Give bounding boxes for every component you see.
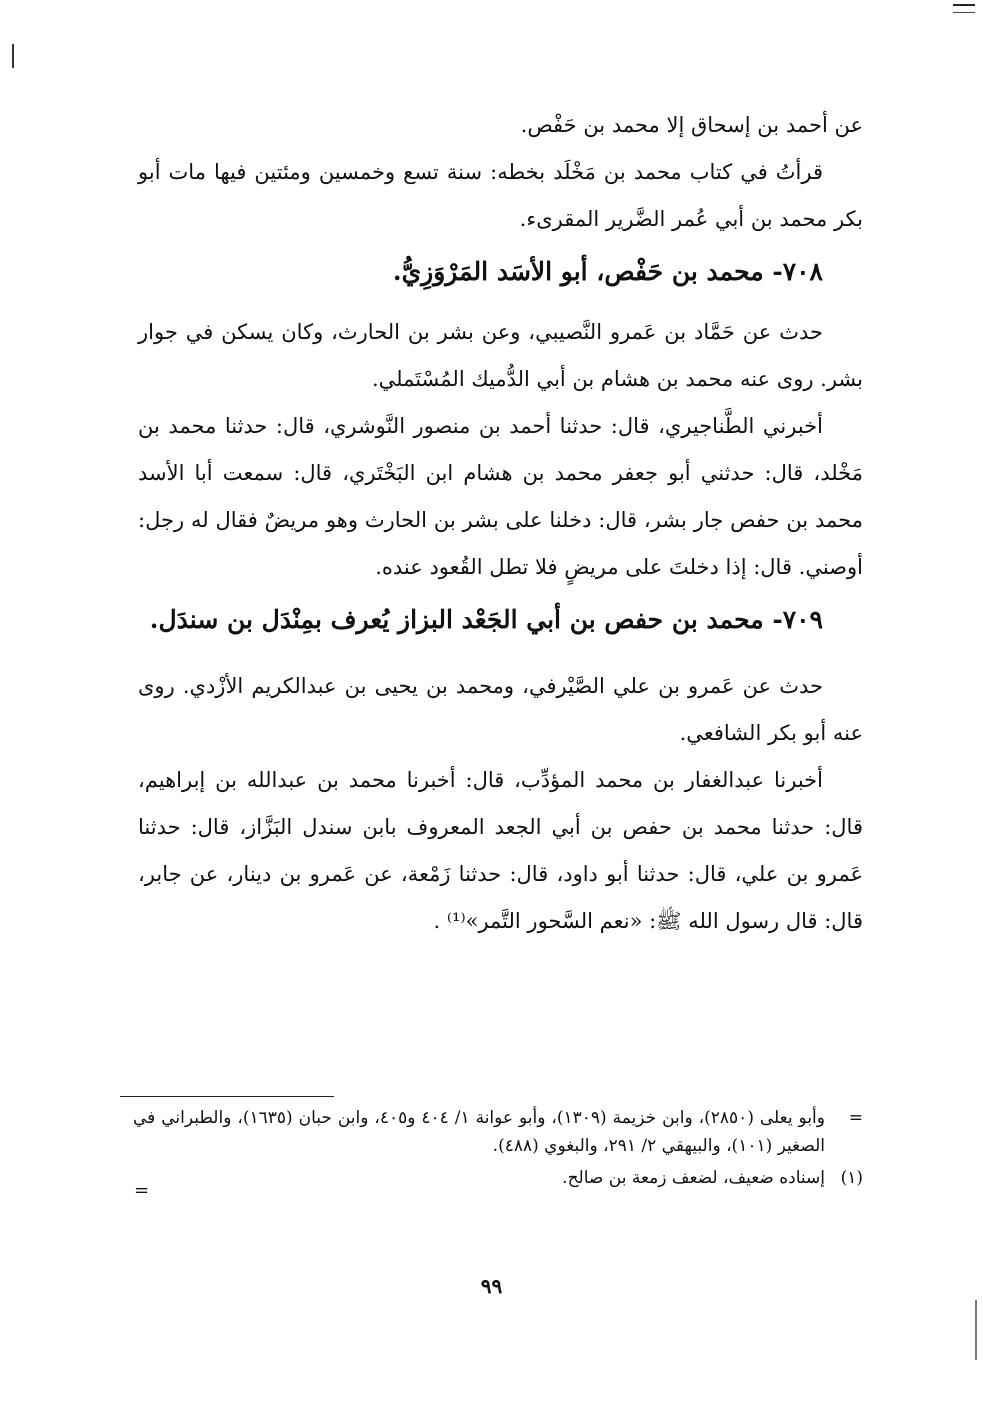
page-number: ٩٩	[480, 1274, 503, 1298]
entry-heading-709: ٧٠٩- محمد بن حفص بن أبي الجَعْد البزاز يُعرف بمِنْدَل بن سندَل.	[149, 605, 823, 634]
footnotes	[133, 1104, 863, 1196]
scan-edge-mark	[975, 1300, 977, 1360]
footnote	[133, 1164, 863, 1192]
paragraph: أخبرنا عبدالغفار بن محمد المؤدِّب، قال: أخبرنا محمد بن عبدالله بن إبراهيم، قال: حدثنا محمد بن حفص بن أبي الجعد المعروف بابن سندل البَزَّاز، قال: حدثنا عَمرو بن علي، قال: حدثنا أبو داود، قال: حدثنا زَمْعة، عن عَمرو بن دينار، عن جابر، قال: قال رسول الله ﷺ: «نعم السَّحور التَّمر»⁽¹⁾ .	[138, 768, 863, 933]
main-text	[138, 102, 863, 945]
paragraph: قرأتُ في كتاب محمد بن مَخْلَد بخطه: سنة تسع وخمسين ومئتين فيها مات أبو بكر محمد بن أبي عُمر الضَّرير المقرىء.	[138, 160, 863, 231]
spacer	[138, 301, 863, 309]
paragraph: عن أحمد بن إسحاق إلا محمد بن حَفْص.	[520, 113, 863, 137]
scan-edge-mark	[12, 44, 14, 68]
paragraph: حدث عن عَمرو بن علي الصَّيْرفي، ومحمد بن يحيى بن عبدالكريم الأزْدي. روى عنه أبو بكر الشافعي.	[138, 674, 863, 745]
footnote	[133, 1104, 863, 1160]
footnote-text: إسناده ضعيف، لضعف زمعة بن صالح.	[562, 1168, 825, 1188]
footnote-marker: (١)	[840, 1168, 863, 1188]
entry-heading-708: ٧٠٨- محمد بن حَفْص، أبو الأسَد المَرْوَزِيُّ.	[392, 257, 823, 286]
spacer	[138, 649, 863, 663]
scan-edge-mark	[953, 4, 975, 6]
footnote-text: وأبو يعلى (٢٨٥٠)، وابن خزيمة (١٣٠٩)، وأبو عوانة ١/ ٤٠٤ و٤٠٥، وابن حبان (١٦٣٥)، والطبراني في الصغير (١٠١)، والبيهقي ٢/ ٢٩١، والبغوي (٤٨٨).	[133, 1108, 825, 1156]
continuation-mark: =	[134, 1180, 150, 1201]
scan-edge-mark	[953, 12, 975, 13]
footnote-separator	[120, 1096, 334, 1097]
footnote-marker: =	[848, 1108, 863, 1128]
paragraph: حدث عن حَمَّاد بن عَمرو النَّصيبي، وعن بشر بن الحارث، وكان يسكن في جوار بشر. روى عنه محمد بن هشام بن أبي الدُّميك المُسْتَملي.	[138, 320, 863, 391]
paragraph: أخبرني الطَّناجيري، قال: حدثنا أحمد بن منصور النَّوشري، قال: حدثنا محمد بن مَخْلد، قال: حدثني أبو جعفر محمد بن هشام ابن البَخْتَري، قال: سمعت أبا الأسد محمد بن حفص جار بشر، قال: دخلنا على بشر بن الحارث وهو مريضٌ فقال له رجل: أوصني. قال: إذا دخلتَ على مريضٍ فلا تطل القُعود عنده.	[138, 414, 863, 579]
